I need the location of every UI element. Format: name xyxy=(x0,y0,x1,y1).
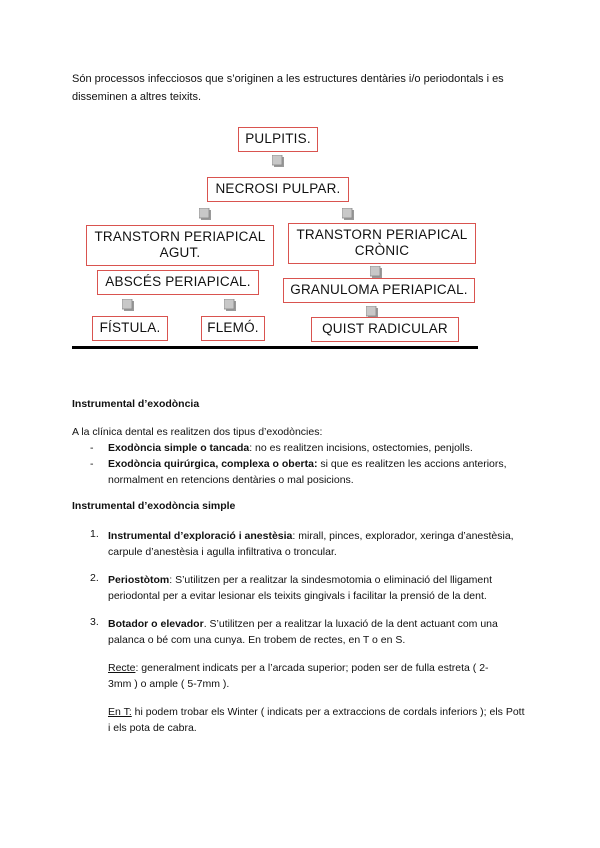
section-heading-exodoncia-simple: Instrumental d’exodòncia simple xyxy=(72,500,236,512)
list-item-botador xyxy=(108,616,528,648)
ent-label: En T: xyxy=(108,706,132,718)
diagram-baseline-divider xyxy=(72,346,478,349)
item-bold: Botador o elevador xyxy=(108,618,204,630)
box-quist-radicular: QUIST RADICULAR xyxy=(311,317,459,342)
list-number: 2. xyxy=(90,572,99,584)
recte-label: Recte xyxy=(108,662,136,674)
box-absces-periapical: ABSCÉS PERIAPICAL. xyxy=(97,270,259,295)
transtorn-cronic-line1: TRANSTORN PERIAPICAL xyxy=(296,227,468,242)
box-necrosi-pulpar: NECROSI PULPAR. xyxy=(207,177,349,202)
bullet-exodoncia-quirurgica xyxy=(108,456,508,488)
bullet-exodoncia-simple xyxy=(108,440,528,456)
ent-paragraph xyxy=(108,704,528,736)
item-text: : mirall, pinces, explorador, xeringa d’anestèsia, carpule d’anestèsia i agulla infiltrativa o troncular. xyxy=(108,530,514,558)
box-fistula: FÍSTULA. xyxy=(92,316,168,341)
intro-paragraph: Són processos infecciosos que s’originen a les estructures dentàries i/o periodontals i es disseminen a altres teixits. xyxy=(72,73,504,103)
item-bold: Periostòtom xyxy=(108,574,170,586)
item-bold: Instrumental d’exploració i anestèsia xyxy=(108,530,293,542)
pathology-diagram xyxy=(0,0,600,360)
box-pulpitis: PULPITIS. xyxy=(238,127,318,152)
box-flemo: FLEMÓ. xyxy=(201,316,265,341)
arrow-down-icon xyxy=(272,155,286,169)
list-item-exploracio xyxy=(108,528,528,560)
ent-text: hi podem trobar els Winter ( indicats per a extraccions de cordals inferiors ); els Pott i els pota de cabra. xyxy=(108,706,525,734)
list-number: 3. xyxy=(90,616,99,628)
arrow-down-icon xyxy=(224,299,238,313)
arrow-down-icon xyxy=(122,299,136,313)
bullet-dash: - xyxy=(90,442,94,454)
list-item-periostotom xyxy=(108,572,528,604)
transtorn-cronic-line2: CRÒNIC xyxy=(354,243,410,258)
box-transtorn-cronic xyxy=(288,223,476,264)
transtorn-agut-line1: TRANSTORN PERIAPICAL xyxy=(94,229,266,244)
arrow-down-icon xyxy=(199,208,213,222)
section1-paragraph: A la clínica dental es realitzen dos tipus d’exodòncies: xyxy=(72,426,323,438)
box-granuloma-periapical: GRANULOMA PERIAPICAL. xyxy=(283,278,475,303)
item-text: . S’utilitzen per a realitzar la luxació de la dent actuant com una palanca o bé com una cunya. En trobem de rectes, en T o en S. xyxy=(108,618,498,646)
section-heading-exodoncia: Instrumental d’exodòncia xyxy=(72,398,200,410)
transtorn-agut-line2: AGUT. xyxy=(159,245,201,260)
arrow-down-icon xyxy=(342,208,356,222)
bullet-bold: Exodòncia simple o tancada xyxy=(108,442,250,454)
bullet-dash: - xyxy=(90,458,94,470)
bullet-bold: Exodòncia quirúrgica, complexa o oberta: xyxy=(108,458,318,470)
box-transtorn-agut xyxy=(86,225,274,266)
list-number: 1. xyxy=(90,528,99,540)
bullet-text: : no es realitzen incisions, ostectomies, penjolls. xyxy=(249,442,473,454)
item-text: : S’utilitzen per a realitzar la sindesmotomia o eliminació del lligament periodontal per a evitar lesionar els teixits gingivals i facilitar la prensió de la dent. xyxy=(108,574,492,602)
bullet-text: si que es realitzen les accions anteriors, normalment en retencions dentàries o mal posicions. xyxy=(108,458,507,486)
recte-paragraph xyxy=(108,660,508,692)
recte-text: : generalment indicats per a l’arcada superior; poden ser de fulla estreta ( 2-3mm ) o ample ( 5-7mm ). xyxy=(108,662,489,690)
